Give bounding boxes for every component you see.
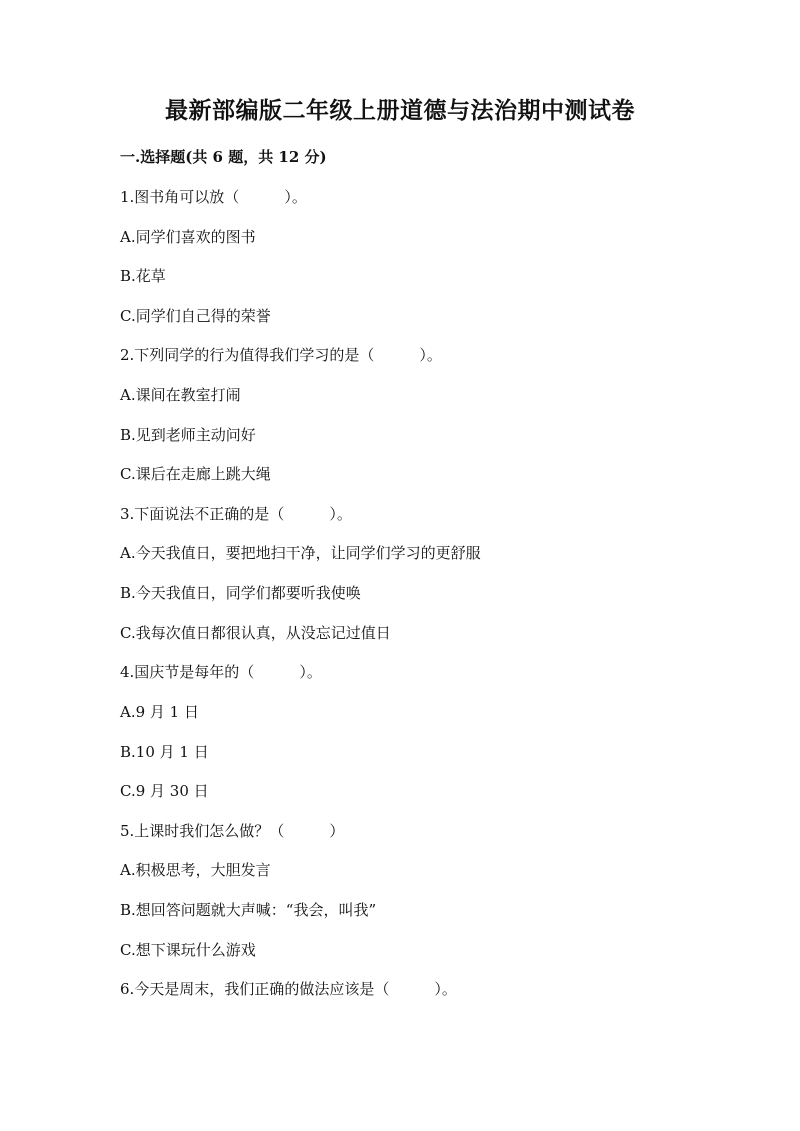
question-4-option-b: B.10 月 1 日 <box>120 743 209 761</box>
question-5-option-b: B.想回答问题就大声喊：“我会，叫我” <box>120 901 377 919</box>
question-4-option-a: A.9 月 1 日 <box>120 703 199 721</box>
question-6-stem: 6.今天是周末，我们正确的做法应该是（ ）。 <box>120 980 457 998</box>
question-4-stem: 4.国庆节是每年的（ ）。 <box>120 663 322 681</box>
question-1-stem: 1.图书角可以放（ ）。 <box>120 188 307 206</box>
page-title: 最新部编版二年级上册道德与法治期中测试卷 <box>165 97 635 124</box>
question-3-stem: 3.下面说法不正确的是（ ）。 <box>120 505 352 523</box>
question-1-option-c: C.同学们自己得的荣誉 <box>120 307 271 325</box>
question-2-option-a: A.课间在教室打闹 <box>120 386 241 404</box>
question-3-option-b: B.今天我值日，同学们都要听我使唤 <box>120 584 361 602</box>
question-5-option-c: C.想下课玩什么游戏 <box>120 941 256 959</box>
question-1-option-a: A.同学们喜欢的图书 <box>120 228 256 246</box>
question-3-option-c: C.我每次值日都很认真，从没忘记过值日 <box>120 624 391 642</box>
question-4-option-c: C.9 月 30 日 <box>120 782 209 800</box>
question-2-option-b: B.见到老师主动问好 <box>120 426 256 444</box>
question-3-option-a: A.今天我值日，要把地扫干净，让同学们学习的更舒服 <box>120 544 481 562</box>
question-5-stem: 5.上课时我们怎么做？（ ） <box>120 822 345 840</box>
question-1-option-b: B.花草 <box>120 267 166 285</box>
section-heading: 一.选择题(共 6 题，共 12 分) <box>120 148 327 166</box>
question-2-stem: 2.下列同学的行为值得我们学习的是（ ）。 <box>120 346 442 364</box>
question-2-option-c: C.课后在走廊上跳大绳 <box>120 465 271 483</box>
question-5-option-a: A.积极思考，大胆发言 <box>120 861 271 879</box>
